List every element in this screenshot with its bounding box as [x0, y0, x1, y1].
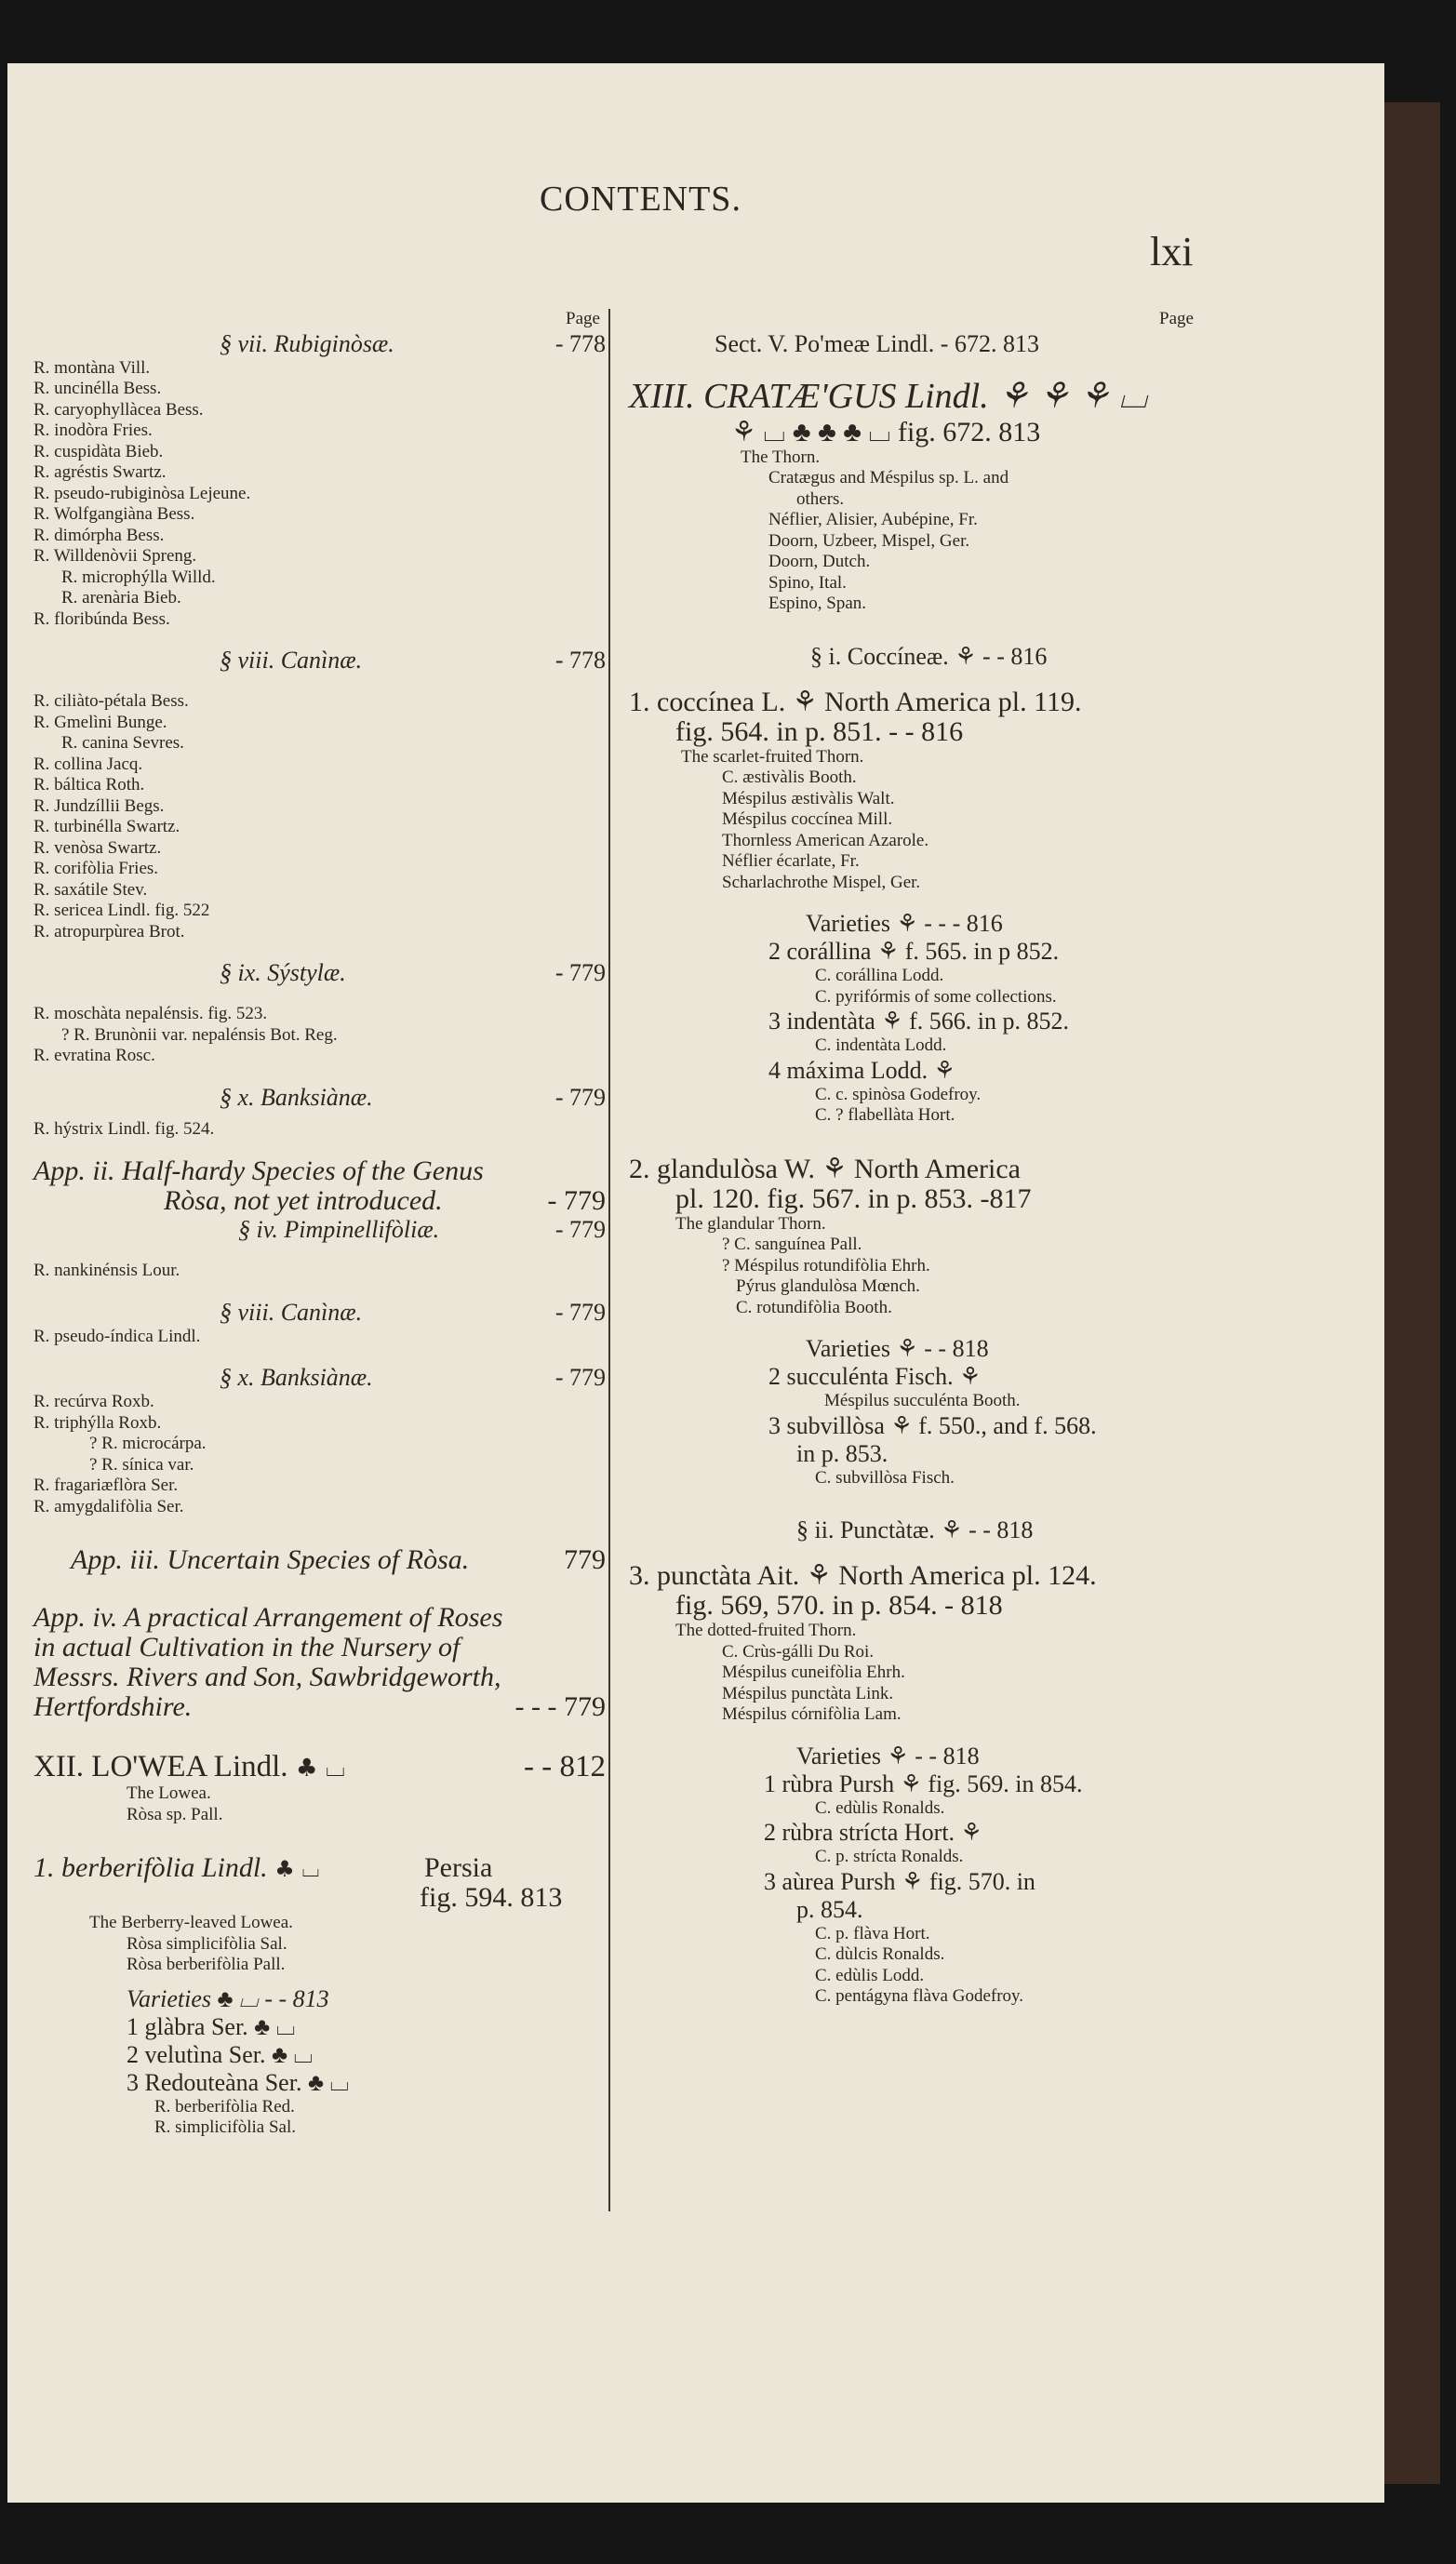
appendix-heading: Messrs. Rivers and Son, Sawbridgeworth, — [33, 1662, 501, 1692]
list-item: C. æstivàlis Booth. — [722, 768, 857, 787]
list-item: others. — [796, 488, 845, 509]
varieties-heading: Varieties ⚘ - - - 816 — [806, 910, 1003, 937]
list-item: R. uncinélla Bess. — [33, 379, 162, 398]
list-item: R. evratina Rosc. — [33, 1046, 155, 1065]
list-item: C. ? flabellàta Hort. — [815, 1105, 955, 1125]
list-item: Ròsa berberifòlia Pall. — [127, 1955, 286, 1974]
page-edge-shadow — [1384, 102, 1440, 2484]
list-item: R. floribúnda Bess. — [33, 608, 170, 629]
list-item: C. p. strícta Ronalds. — [815, 1847, 964, 1866]
list-item: Scharlachrothe Mispel, Ger. — [722, 872, 921, 892]
list-item: R. pseudo-rubiginòsa Lejeune. — [33, 483, 251, 503]
section-heading: § iv. Pimpinellifòliæ. - 779 — [238, 1216, 606, 1243]
variety-item: in p. 853. — [796, 1439, 888, 1467]
list-item: R. inodòra Fries. — [33, 421, 153, 440]
list-item: ? R. sínica var. — [89, 1454, 194, 1475]
appendix-heading: in actual Cultivation in the Nursery of — [33, 1632, 461, 1663]
list-item: R. caryophyllàcea Bess. — [33, 399, 204, 420]
list-item: R. canina Sevres. — [61, 733, 184, 753]
variety-item: 2 rùbra strícta Hort. ⚘ — [764, 1819, 982, 1846]
genus-heading: XIII. CRATÆ'GUS Lindl. ⚘ ⚘ ⚘ ⌴ — [629, 376, 1148, 416]
page-label: Page — [1159, 309, 1194, 328]
page-number: lxi — [1150, 229, 1194, 274]
species-entry: 1. coccínea L. ⚘ North America pl. 119. — [629, 686, 1082, 717]
list-item: Néflier écarlate, Fr. — [722, 851, 860, 871]
list-item: R. collina Jacq. — [33, 754, 143, 774]
list-item: R. hýstrix Lindl. fig. 524. — [33, 1118, 215, 1139]
list-item: R. atropurpùrea Brot. — [33, 921, 185, 941]
running-title: CONTENTS. — [540, 180, 741, 219]
appendix-heading: Hertfordshire. - - - 779 — [33, 1691, 606, 1722]
list-item: C. subvillòsa Fisch. — [815, 1467, 955, 1488]
list-item: R. simplicifòlia Sal. — [154, 2117, 296, 2137]
section-heading: § viii. Canìnæ. - 779 — [220, 1298, 606, 1326]
species-entry: fig. 569, 570. in p. 854. - 818 — [675, 1590, 1003, 1621]
list-item: R. berberifòlia Red. — [154, 2096, 295, 2117]
list-item: Méspilus punctàta Link. — [722, 1683, 894, 1703]
appendix-heading: App. ii. Half-hardy Species of the Genus — [33, 1155, 484, 1186]
list-item: Néflier, Alisier, Aubépine, Fr. — [768, 510, 978, 529]
page-label: Page — [566, 309, 600, 328]
list-item: Méspilus coccínea Mill. — [722, 809, 893, 829]
genus-heading: XII. LO'WEA Lindl. ♣ ⌴ - - 812 — [33, 1750, 606, 1783]
variety-item: 2 velutìna Ser. ♣ ⌴ — [127, 2040, 314, 2068]
species-entry: fig. 564. in p. 851. - - 816 — [675, 715, 964, 747]
list-item: Méspilus succulénta Booth. — [824, 1391, 1021, 1410]
section-heading: § ix. Sýstylæ. - 779 — [220, 959, 606, 986]
list-item: R. moschàta nepalénsis. fig. 523. — [33, 1004, 268, 1023]
list-item: R. venòsa Swartz. — [33, 837, 162, 858]
variety-item: 1 rùbra Pursh ⚘ fig. 569. in 854. — [764, 1769, 1083, 1797]
list-item: C. dùlcis Ronalds. — [815, 1944, 945, 1964]
list-item: R. Gmelìni Bunge. — [33, 712, 167, 732]
list-item: R. fragariæflòra Ser. — [33, 1476, 179, 1495]
species-entry: 1. berberifòlia Lindl. ♣ ⌴ Persia — [33, 1852, 493, 1883]
habit-symbol-icon: ♣ ⌴ — [295, 1754, 345, 1783]
list-item: R. báltica Roth. — [33, 775, 145, 795]
list-item: R. montàna Vill. — [33, 357, 151, 378]
section-heading: § x. Banksiànæ. - 779 — [220, 1083, 606, 1111]
species-entry: 3. punctàta Ait. ⚘ North America pl. 124. — [629, 1560, 1097, 1591]
list-item: Doorn, Dutch. — [768, 552, 871, 571]
right-column — [629, 309, 1206, 2008]
list-item: C. indentàta Lodd. — [815, 1035, 947, 1055]
list-item: Cratægus and Méspilus sp. L. and — [768, 468, 1009, 487]
list-item: R. corifòlia Fries. — [33, 859, 159, 878]
species-entry: 2. glandulòsa W. ⚘ North America — [629, 1153, 1021, 1184]
section-heading: § viii. Canìnæ. - 778 — [220, 647, 606, 674]
list-item: R. microphýlla Willd. — [61, 567, 216, 587]
list-item: C. corállina Lodd. — [815, 966, 944, 985]
list-item: ? R. microcárpa. — [89, 1434, 207, 1453]
section-heading: § x. Banksiànæ. - 779 — [220, 1364, 606, 1391]
list-item: C. edùlis Lodd. — [815, 1965, 925, 1985]
list-item: C. Crùs-gálli Du Roi. — [722, 1641, 875, 1662]
varieties-heading: Varieties ⚘ - - 818 — [796, 1742, 980, 1769]
list-item: R. amygdalifòlia Ser. — [33, 1496, 184, 1516]
list-item: Doorn, Uzbeer, Mispel, Ger. — [768, 530, 970, 551]
list-item: C. pyrifórmis of some collections. — [815, 986, 1057, 1007]
list-item: R. turbinélla Swartz. — [33, 817, 180, 836]
list-item: ? R. Brunònii var. nepalénsis Bot. Reg. — [61, 1024, 338, 1045]
variety-item: 3 aùrea Pursh ⚘ fig. 570. in — [764, 1867, 1035, 1895]
list-item: The glandular Thorn. — [675, 1213, 826, 1234]
habit-symbol-icon: ♣ ⌴ — [274, 1856, 320, 1882]
appendix-heading: Ròsa, not yet introduced. - 779 — [164, 1185, 606, 1216]
species-entry: pl. 120. fig. 567. in p. 853. -817 — [675, 1182, 1032, 1214]
genus-heading: ⚘ ⌴ ♣ ♣ ♣ ⌴ fig. 672. 813 — [731, 416, 1041, 447]
species-fig: fig. 594. 813 — [420, 1882, 563, 1913]
list-item: Thornless American Azarole. — [722, 830, 929, 850]
list-item: R. ciliàto-pétala Bess. — [33, 691, 189, 711]
list-item: The dotted-fruited Thorn. — [675, 1621, 857, 1640]
list-item: C. edùlis Ronalds. — [815, 1797, 945, 1818]
list-item: C. p. flàva Hort. — [815, 1923, 930, 1943]
list-item: R. nankinénsis Lour. — [33, 1261, 180, 1280]
list-item: Méspilus cuneifòlia Ehrh. — [722, 1663, 905, 1682]
list-item: Méspilus æstivàlis Walt. — [722, 788, 895, 808]
column-divider — [608, 309, 610, 2211]
section-heading: § ii. Punctàtæ. ⚘ - - 818 — [796, 1516, 1034, 1543]
variety-item: 3 Redouteàna Ser. ♣ ⌴ — [127, 2068, 350, 2096]
list-item: Spino, Ital. — [768, 572, 847, 593]
variety-item: 1 glàbra Ser. ♣ ⌴ — [127, 2012, 296, 2040]
list-item: Pýrus glandulòsa Mœnch. — [736, 1276, 920, 1296]
list-item: C. c. spinòsa Godefroy. — [815, 1084, 982, 1104]
list-item: R. dimórpha Bess. — [33, 525, 165, 545]
variety-item: 2 corállina ⚘ f. 565. in p 852. — [768, 938, 1060, 965]
common-name: The Lowea. — [127, 1783, 211, 1803]
list-item: C. rotundifòlia Booth. — [736, 1297, 892, 1317]
variety-item: p. 854. — [796, 1895, 863, 1923]
list-item: Méspilus córnifòlia Lam. — [722, 1704, 902, 1724]
section-heading: Sect. V. Po'meæ Lindl. - 672. 813 — [715, 329, 1039, 357]
list-item: Ròsa simplicifòlia Sal. — [127, 1933, 287, 1954]
left-column — [33, 309, 606, 2139]
list-item: R. Willdenòvii Spreng. — [33, 546, 197, 566]
varieties-heading: Varieties ⚘ - - 818 — [806, 1335, 989, 1362]
variety-item: 3 subvillòsa ⚘ f. 550., and f. 568. — [768, 1411, 1097, 1439]
list-item: R. arenària Bieb. — [61, 588, 181, 608]
variety-item: 3 indentàta ⚘ f. 566. in p. 852. — [768, 1008, 1069, 1035]
varieties-heading: Varieties ♣ ⌴ - - 813 — [127, 1984, 329, 2012]
list-item: Espino, Span. — [768, 594, 867, 613]
list-item: ? C. sanguínea Pall. — [722, 1235, 862, 1254]
list-item: ? Méspilus rotundifòlia Ehrh. — [722, 1255, 930, 1275]
section-heading: § i. Coccíneæ. ⚘ - - 816 — [810, 642, 1048, 670]
list-item: R. sericea Lindl. fig. 522 — [33, 901, 210, 920]
list-item: The Berberry-leaved Lowea. — [89, 1913, 293, 1932]
list-item: R. Wolfgangiàna Bess. — [33, 504, 195, 524]
section-heading: § vii. Rubiginòsæ. - 778 — [220, 329, 606, 357]
list-item: R. cuspidàta Bieb. — [33, 441, 164, 461]
list-item: R. Jundzíllii Begs. — [33, 795, 165, 816]
variety-item: 2 succulénta Fisch. ⚘ — [768, 1363, 982, 1390]
list-item: R. triphýlla Roxb. — [33, 1412, 162, 1433]
list-item: R. agréstis Swartz. — [33, 462, 167, 482]
appendix-heading: App. iv. A practical Arrangement of Roses — [33, 1602, 503, 1633]
list-item: R. saxátile Stev. — [33, 879, 148, 900]
list-item: R. pseudo-índica Lindl. — [33, 1326, 201, 1346]
synonym: Ròsa sp. Pall. — [127, 1804, 223, 1824]
variety-item: 4 máxima Lodd. ⚘ — [768, 1056, 955, 1084]
appendix-heading: App. iii. Uncertain Species of Ròsa. 779 — [71, 1544, 606, 1575]
list-item: The scarlet-fruited Thorn. — [681, 746, 864, 767]
list-item: R. recúrva Roxb. — [33, 1392, 154, 1411]
common-name: The Thorn. — [741, 447, 821, 467]
list-item: C. pentágyna flàva Godefroy. — [815, 1986, 1024, 2006]
